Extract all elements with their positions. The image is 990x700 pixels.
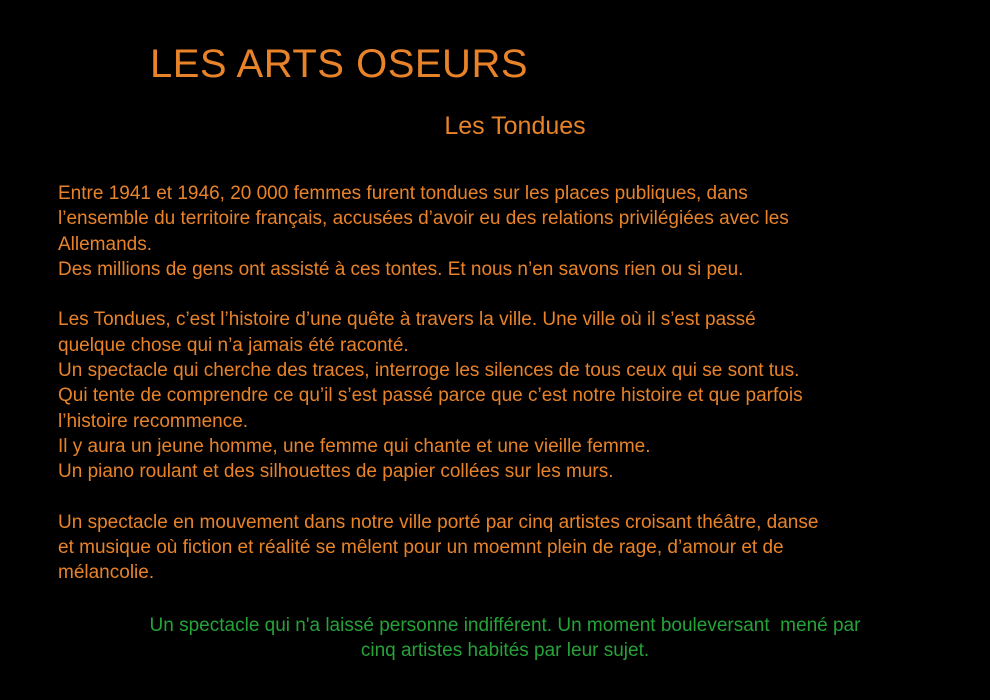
review-line: cinq artistes habités par leur sujet. xyxy=(360,640,650,661)
text-line: Les Tondues, c’est l’histoire d’une quête à travers la ville. Une ville où il s’est passé xyxy=(58,309,756,331)
paragraph-artists xyxy=(58,510,968,586)
text-line: Qui tente de comprendre ce qu’il s’est passé parce que c’est notre histoire et que parfois xyxy=(58,385,803,407)
review-quote xyxy=(0,613,990,663)
text-line: l’ensemble du territoire français, accusées d’avoir eu des relations privilégiées avec les xyxy=(58,208,789,230)
text-line: Il y aura un jeune homme, une femme qui chante et une vieille femme. xyxy=(58,435,651,457)
text-line: Allemands. xyxy=(58,233,152,255)
text-line: quelque chose qui n’a jamais été raconté. xyxy=(58,334,409,356)
description-body xyxy=(58,181,968,586)
text-line: Entre 1941 et 1946, 20 000 femmes furent tondues sur les places publiques, dans xyxy=(58,183,748,204)
text-line: Un piano roulant et des silhouettes de papier collées sur les murs. xyxy=(58,461,614,483)
page-subtitle: Les Tondues xyxy=(444,112,586,140)
paragraph-history xyxy=(58,181,968,282)
text-line: l’histoire recommence. xyxy=(58,410,249,432)
text-line: Un spectacle en mouvement dans notre ville porté par cinq artistes croisant théâtre, danse xyxy=(58,511,819,533)
page-title: LES ARTS OSEURS xyxy=(150,42,529,86)
text-line: Un spectacle qui cherche des traces, interroge les silences de tous ceux qui se sont tus. xyxy=(58,360,800,382)
review-line: Un spectacle qui n'a laissé personne indifférent. Un moment bouleversant mené par xyxy=(149,615,861,636)
paragraph-show xyxy=(58,307,968,484)
text-line: Des millions de gens ont assisté à ces tontes. Et nous n’en savons rien ou si peu. xyxy=(58,258,744,280)
text-line: mélancolie. xyxy=(58,562,155,584)
text-line: et musique où fiction et réalité se mêlent pour un moemnt plein de rage, d’amour et de xyxy=(58,537,784,559)
